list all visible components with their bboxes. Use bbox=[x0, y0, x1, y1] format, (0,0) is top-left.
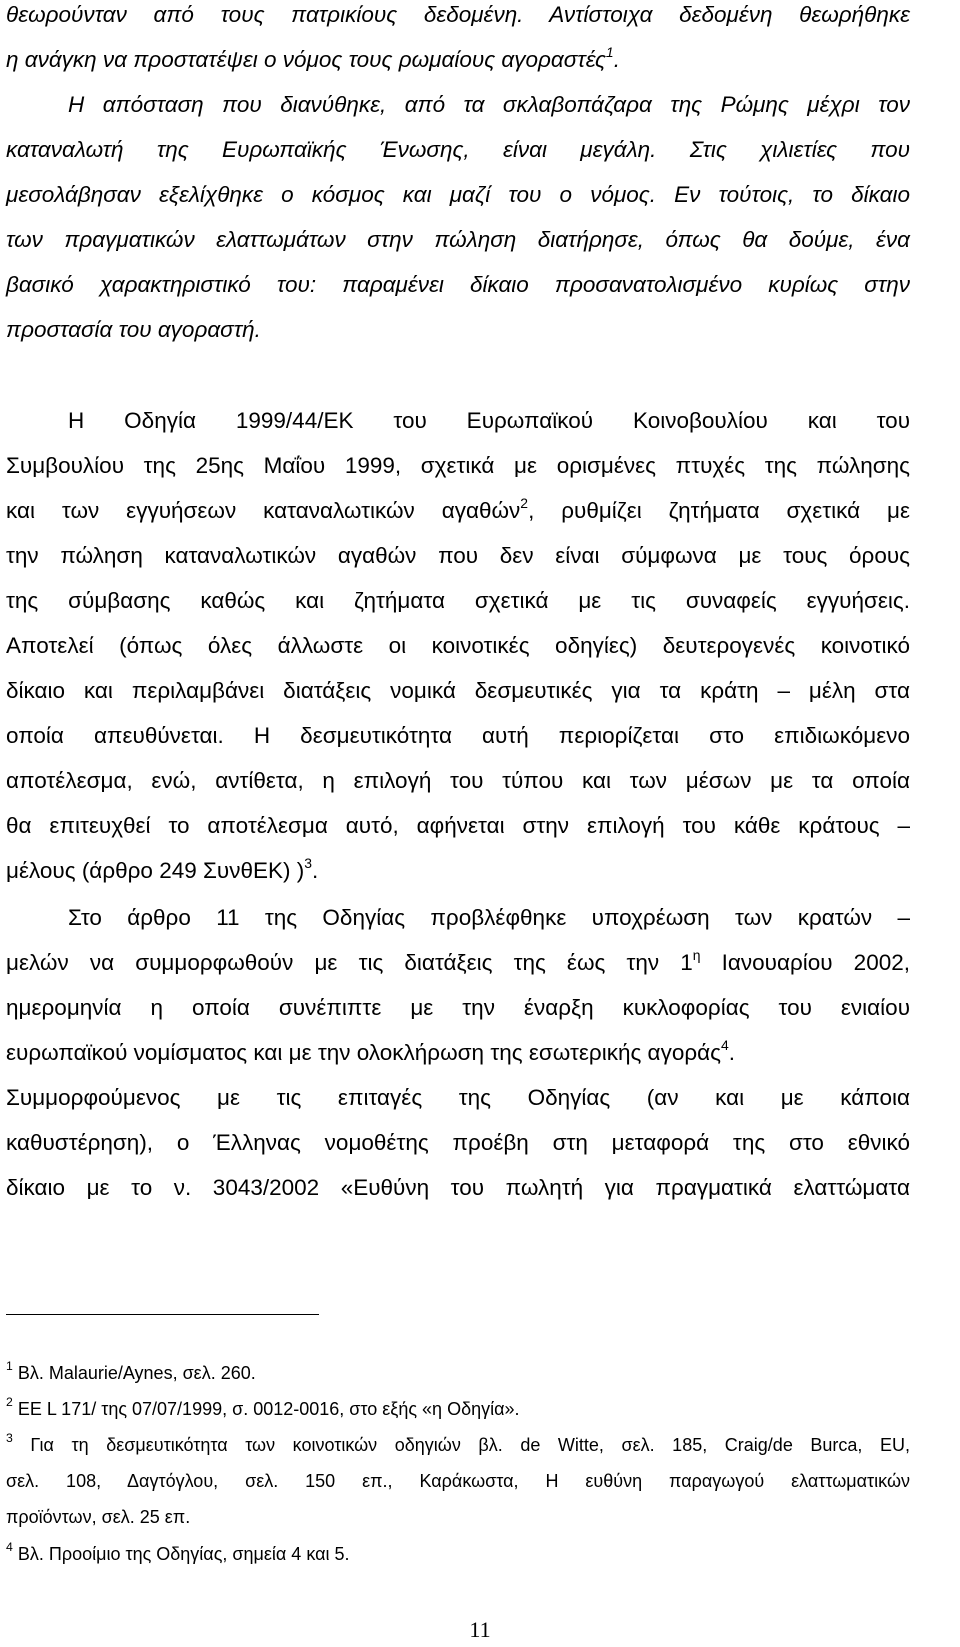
body-line-20: Στο άρθρο 11 της Οδηγίας προβλέφθηκε υποχρέωση των κρατών – bbox=[68, 905, 910, 930]
body-line-26: δίκαιο με το ν. 3043/2002 «Ευθύνη του πωλητή για πραγματικά ελαττώματα bbox=[6, 1175, 910, 1200]
body-line-6: των πραγματικών ελαττωμάτων στην πώληση διατήρησε, όπως θα δούμε, ένα bbox=[6, 227, 910, 252]
superscript-eta: η bbox=[692, 947, 701, 964]
footnote-separator bbox=[6, 1314, 319, 1315]
body-line-2: η ανάγκη να προστατέψει ο νόμος τους ρωμαίους αγοραστές$^1$. bbox=[6, 44, 620, 72]
footnote-ref-3: 3 bbox=[304, 855, 312, 872]
body-line-14: Αποτελεί (όπως όλες άλλωστε οι κοινοτικές οδηγίες) δευτερογενές κοινοτικό bbox=[6, 633, 910, 658]
body-line-4: καταναλωτή της Ευρωπαϊκής Ένωσης, είναι μεγάλη. Στις χιλιετίες που bbox=[6, 137, 910, 162]
body-line-25: καθυστέρηση), ο Έλληνας νομοθέτης προέβη στη μεταφορά της στο εθνικό bbox=[6, 1130, 910, 1155]
footnote-4: $^4$ Βλ. Προοίμιο της Οδηγίας, σημεία 4 και 5. bbox=[6, 1539, 350, 1564]
body-line-23: ευρωπαϊκού νομίσματος και με την ολοκλήρωση της εσωτερικής αγοράς$^4$. bbox=[6, 1037, 736, 1065]
body-line-9: Η Οδηγία 1999/44/ΕΚ του Ευρωπαϊκού Κοινοβουλίου και του bbox=[68, 408, 910, 433]
body-line-1: θεωρούνταν από τους πατρικίους δεδομένη. Αντίστοιχα δεδομένη θεωρήθηκε bbox=[6, 2, 910, 27]
footnote-3: $^3$ Για τη δεσμευτικότητα των κοινοτικών οδηγιών βλ. de Witte, σελ. 185, Craig/de Burca, EU, bbox=[6, 1430, 910, 1455]
body-line-8: προστασία του αγοραστή. bbox=[6, 317, 261, 342]
footnote-ref-2: 2 bbox=[520, 495, 529, 512]
body-line-3: Η απόσταση που διανύθηκε, από τα σκλαβοπάζαρα της Ρώμης μέχρι τον bbox=[68, 92, 910, 117]
footnote-3-line-3: προϊόντων, σελ. 25 επ. bbox=[6, 1507, 191, 1527]
body-line-16: οποία απευθύνεται. Η δεσμευτικότητα αυτή περιορίζεται στο επιδιωκόμενο bbox=[6, 723, 910, 748]
footnote-1: $^1$ Βλ. Malaurie/Aynes, σελ. 260. bbox=[6, 1358, 256, 1383]
footnote-ref-4: 4 bbox=[720, 1037, 729, 1054]
page-number: 11 bbox=[469, 1617, 491, 1642]
body-line-11: και των εγγυήσεων καταναλωτικών αγαθών$^2$, ρυθμίζει ζητήματα σχετικά με bbox=[6, 495, 910, 523]
body-line-15: δίκαιο και περιλαμβάνει διατάξεις νομικά δεσμευτικές για τα κράτη – μέλη στα bbox=[6, 678, 910, 703]
body-line-19: μέλους (άρθρο 249 ΣυνθΕΚ) )$^3$. bbox=[6, 855, 319, 883]
footnote-2: $^2$ ΕΕ L 171/ της 07/07/1999, σ. 0012-0016, στο εξής «η Οδηγία». bbox=[6, 1394, 520, 1419]
body-line-12: την πώληση καταναλωτικών αγαθών που δεν είναι σύμφωνα με τους όρους bbox=[6, 543, 910, 568]
body-line-17: αποτέλεσμα, ενώ, αντίθετα, η επιλογή του τύπου και των μέσων με τα οποία bbox=[6, 768, 910, 793]
body-line-10: Συμβουλίου της 25ης Μαΐου 1999, σχετικά με ορισμένες πτυχές της πώλησης bbox=[6, 453, 910, 478]
body-line-7: βασικό χαρακτηριστικό του: παραμένει δίκαιο προσανατολισμένο κυρίως στην bbox=[6, 272, 910, 297]
body-line-24: Συμμορφούμενος με τις επιταγές της Οδηγίας (αν και με κάποια bbox=[6, 1085, 910, 1110]
body-line-22: ημερομηνία η οποία συνέπιπτε με την έναρξη κυκλοφορίας του ενιαίου bbox=[6, 995, 910, 1020]
body-line-21: μελών να συμμορφωθούν με τις διατάξεις της έως την $1^\eta$ Ιανουαρίου 2002, bbox=[6, 947, 910, 975]
body-line-13: της σύμβασης καθώς και ζητήματα σχετικά με τις συναφείς εγγυήσεις. bbox=[6, 588, 910, 613]
body-line-5: μεσολάβησαν εξελίχθηκε ο κόσμος και μαζί του ο νόμος. Εν τούτοις, το δίκαιο bbox=[6, 182, 910, 207]
footnote-3-line-2: σελ. 108, Δαγτόγλου, σελ. 150 επ., Καράκωστα, Η ευθύνη παραγωγού ελαττωματικών bbox=[6, 1471, 910, 1491]
footnote-ref-1: 1 bbox=[605, 44, 614, 61]
body-line-18: θα επιτευχθεί το αποτέλεσμα αυτό, αφήνεται στην επιλογή του κάθε κράτους – bbox=[6, 813, 910, 838]
